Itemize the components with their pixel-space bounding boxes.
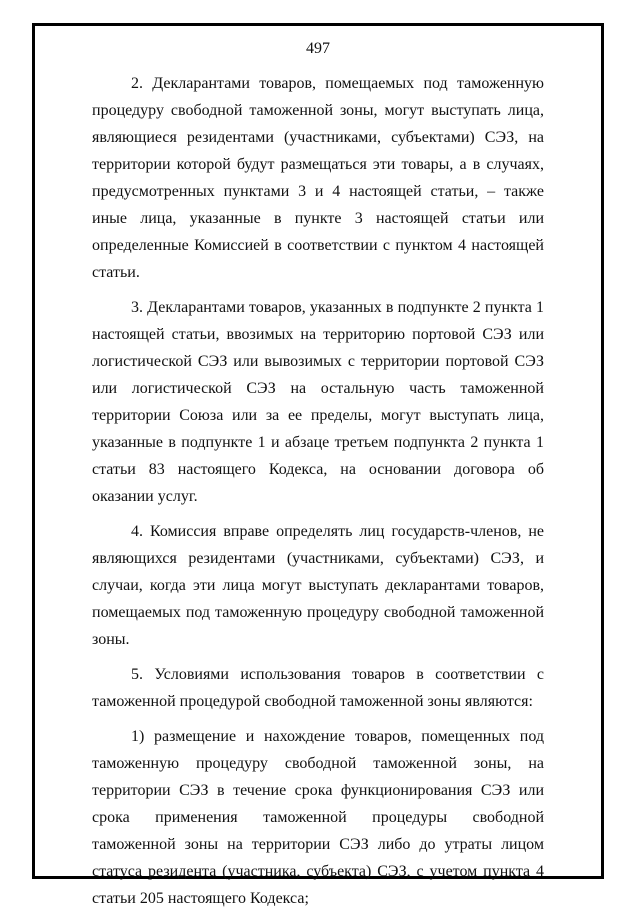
- document-body: [92, 70, 544, 912]
- page-border-frame: [32, 23, 604, 907]
- paragraph-item-4: 4. Комиссия вправе определять лиц государств-членов, не являющихся резидентами (участниками, субъектами) СЭЗ, и случаи, когда эти лица могут выступать декларантами товаров, помещаемых под таможенную процедуру свободной таможенной зоны.: [92, 523, 544, 648]
- page-number: 497: [306, 40, 330, 57]
- paragraph-item-5: 5. Условиями использования товаров в соответствии с таможенной процедурой свободной таможенной зоны являются:: [92, 666, 544, 710]
- paragraph-subitem-1: 1) размещение и нахождение товаров, помещенных под таможенную процедуру свободной таможенной зоны, на территории СЭЗ в течение срока функционирования СЭЗ или срока применения таможенной процедуры свободной таможенной зоны на территории СЭЗ либо до утраты лицом статуса резидента (участника, субъекта) СЭЗ, с учетом пункта 4 статьи 205 настоящего Кодекса;: [92, 728, 544, 907]
- paragraph-item-2: 2. Декларантами товаров, помещаемых под таможенную процедуру свободной таможенной зоны, могут выступать лица, являющиеся резидентами (участниками, субъектами) СЭЗ, на территории которой будут размещаться эти товары, а в случаях, предусмотренных пунктами 3 и 4 настоящей статьи, – также иные лица, указанные в пункте 3 настоящей статьи или определенные Комиссией в соответствии с пунктом 4 настоящей статьи.: [92, 75, 544, 281]
- paragraph-item-3: 3. Декларантами товаров, указанных в подпункте 2 пункта 1 настоящей статьи, ввозимых на территорию портовой СЭЗ или логистической СЭЗ или вывозимых с территории портовой СЭЗ или логистической СЭЗ на остальную часть таможенной территории Союза или за ее пределы, могут выступать лица, указанные в подпункте 1 и абзаце третьем подпункта 2 пункта 1 статьи 83 настоящего Кодекса, на основании договора об оказании услуг.: [92, 299, 544, 505]
